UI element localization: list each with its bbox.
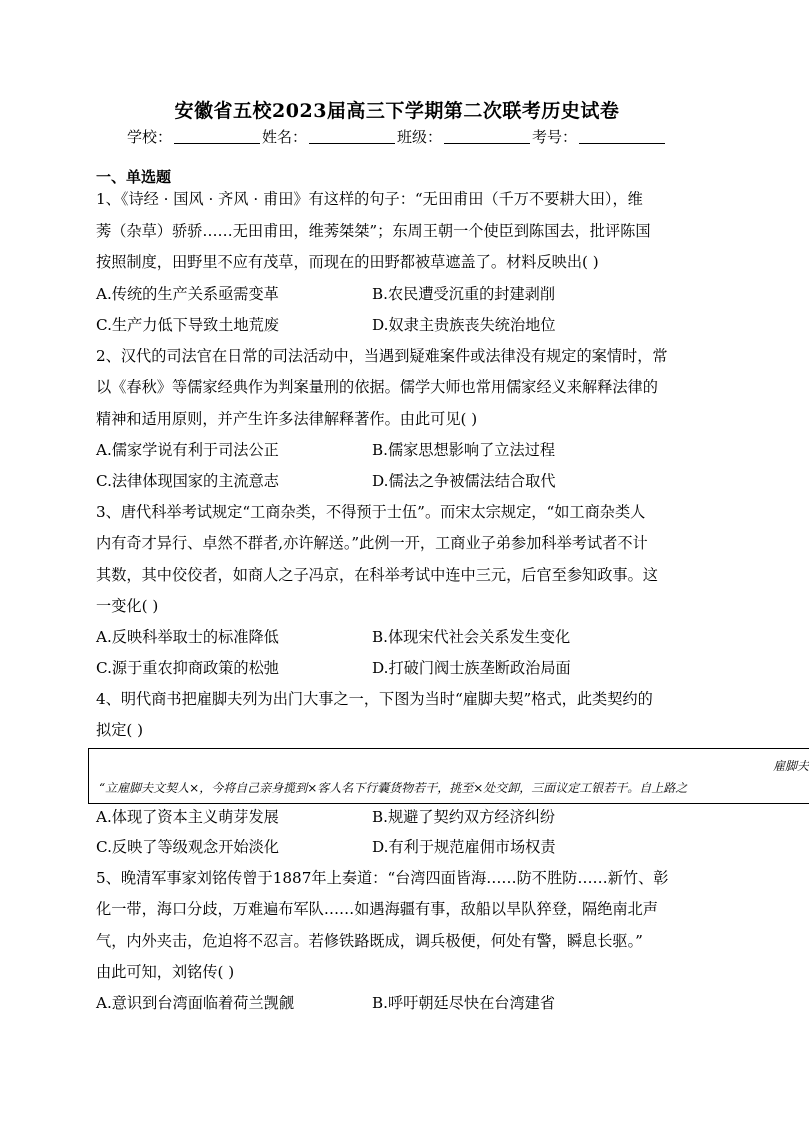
question-5-line-3: 气，内外夹击，危迫将不忍言。若修铁路既成，调兵极便，何处有警，瞬息长驱。” <box>96 932 643 950</box>
question-2-line-2: 以《春秋》等儒家经典作为判案量刑的依据。儒学大师也常用儒家经义来解释法律的 <box>96 378 658 396</box>
question-4-option-b[interactable]: B.规避了契约双方经济纠纷 <box>372 808 556 826</box>
question-1-line-2: 莠（杂草）骄骄……无田甫田，维莠桀桀”；东周王朝一个使臣到陈国去，批评陈国 <box>96 222 651 240</box>
question-1-option-b[interactable]: B.农民遭受沉重的封建剥削 <box>372 285 556 303</box>
question-4-line-1: 4、明代商书把雇脚夫列为出门大事之一，下图为当时“雇脚夫契”格式，此类契约的 <box>96 690 653 708</box>
name-blank[interactable] <box>309 129 395 144</box>
question-4-option-c[interactable]: C.反映了等级观念开始淡化 <box>96 838 279 856</box>
question-3-option-c[interactable]: C.源于重农抑商政策的松弛 <box>96 659 279 677</box>
question-5-option-b[interactable]: B.呼吁朝廷尽快在台湾建省 <box>372 994 556 1012</box>
question-3-line-2: 内有奇才异行、卓然不群者,亦许解送。”此例一开，工商业子弟参加科举考试者不计 <box>96 534 648 552</box>
contract-heading: 雇脚夫 <box>772 759 809 773</box>
question-3-line-3: 其数，其中佼佼者，如商人之子冯京，在科举考试中连中三元，后官至参知政事。这 <box>96 566 658 584</box>
school-label: 学校： <box>126 128 172 146</box>
question-3-option-d[interactable]: D.打破门阀士族垄断政治局面 <box>372 659 571 677</box>
question-1-option-c[interactable]: C.生产力低下导致土地荒废 <box>96 316 279 334</box>
question-2-option-c[interactable]: C.法律体现国家的主流意志 <box>96 472 279 490</box>
question-1-line-1: 1、《诗经 · 国风 · 齐风 · 甫田》有这样的句子：“无田甫田（千万不要耕大田），维 <box>96 190 643 208</box>
exam-title: 安徽省五校2023届高三下学期第二次联考历史试卷 <box>174 100 620 122</box>
class-blank[interactable] <box>444 129 530 144</box>
question-4-option-a[interactable]: A.体现了资本主义萌芽发展 <box>96 808 279 826</box>
contract-text: “立雇脚夫文契人×，今将自己亲身揽到×客人名下行囊货物若干，挑至×处交卸，三面议定工银若干。自上路之 <box>99 781 688 795</box>
question-3-option-a[interactable]: A.反映科举取士的标准降低 <box>96 628 279 646</box>
question-5-line-4: 由此可知，刘铭传( ) <box>96 963 235 981</box>
question-2-option-a[interactable]: A.儒家学说有利于司法公正 <box>96 441 279 459</box>
name-label: 姓名： <box>261 128 307 146</box>
question-3-line-4: 一变化( ) <box>96 597 159 615</box>
question-5-line-2: 化一带，海口分歧，万难遍布军队……如遇海疆有事，敌船以旱队猝登，隔绝南北声 <box>96 900 658 918</box>
section-title: 一、单选题 <box>96 168 172 186</box>
id-blank[interactable] <box>579 129 665 144</box>
question-5-line-1: 5、晚清军事家刘铭传曾于1887年上奏道：“台湾四面皆海……防不胜防……新竹、彰 <box>96 869 669 887</box>
school-blank[interactable] <box>174 129 260 144</box>
question-4-option-d[interactable]: D.有利于规范雇佣市场权责 <box>372 838 556 856</box>
question-2-option-b[interactable]: B.儒家思想影响了立法过程 <box>372 441 556 459</box>
question-2-line-3: 精神和适用原则，并产生许多法律解释著作。由此可见( ) <box>96 410 478 428</box>
question-1-line-3: 按照制度，田野里不应有茂草，而现在的田野都被草遮盖了。材料反映出( ) <box>96 253 599 271</box>
question-4-line-2: 拟定( ) <box>96 721 144 739</box>
question-1-option-d[interactable]: D.奴隶主贵族丧失统治地位 <box>372 316 556 334</box>
question-1-option-a[interactable]: A.传统的生产关系亟需变革 <box>96 285 279 303</box>
question-3-line-1: 3、唐代科举考试规定“工商杂类，不得预于士伍”。而宋太宗规定，“如工商杂类人 <box>96 503 646 521</box>
question-3-option-b[interactable]: B.体现宋代社会关系发生变化 <box>372 628 571 646</box>
question-2-line-1: 2、汉代的司法官在日常的司法活动中，当遇到疑难案件或法律没有规定的案情时，常 <box>96 347 668 365</box>
question-2-option-d[interactable]: D.儒法之争被儒法结合取代 <box>372 472 556 490</box>
id-label: 考号： <box>532 128 578 146</box>
student-info-row <box>0 126 794 147</box>
class-label: 班级： <box>397 128 443 146</box>
contract-template-box <box>88 748 809 804</box>
question-5-option-a[interactable]: A.意识到台湾面临着荷兰觊觎 <box>96 994 295 1012</box>
